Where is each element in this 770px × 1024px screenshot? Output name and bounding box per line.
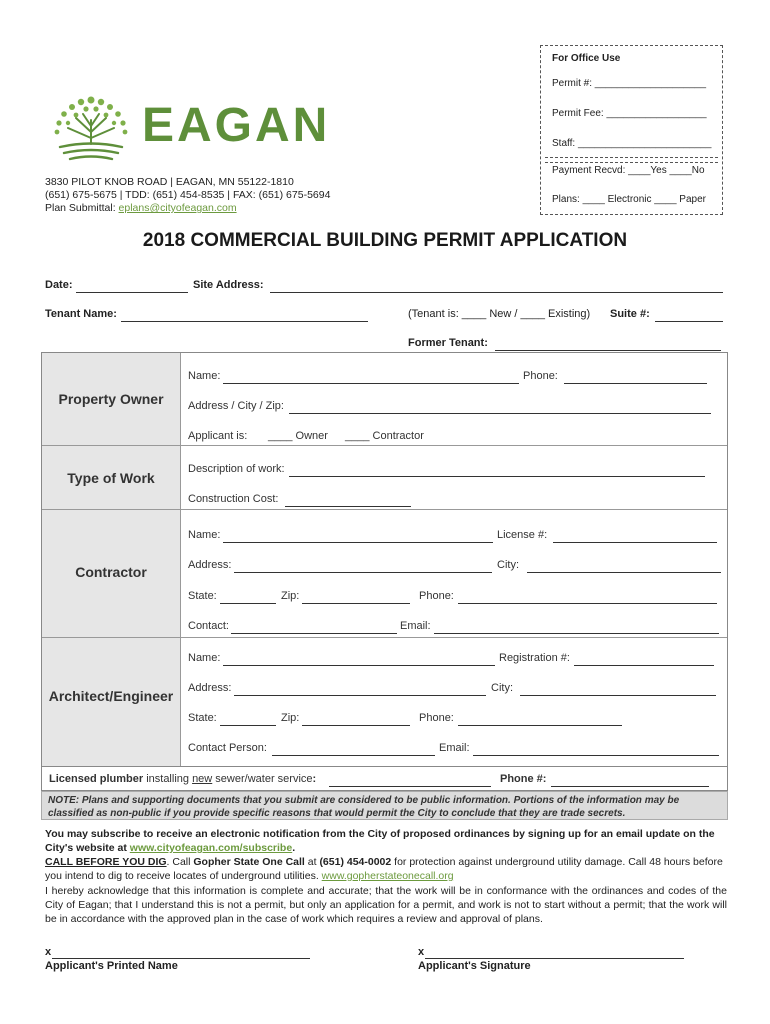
acknowledgement-paragraph: I hereby acknowledge that this information is complete and accurate; that the work will be in conformance with the ordinances and codes of the City of Eagan; that I understand this is not a permit, but only an application for a permit, and work is not to start without a permit; that the work will be in accordance with the approved plan in the case of work which requires a review and approval of plans.: [45, 885, 727, 925]
contractor-contact-input-line[interactable]: [231, 633, 397, 634]
site-address-label: Site Address:: [193, 279, 264, 291]
plumber-input-line[interactable]: [329, 786, 491, 787]
plumber-label-text: installing: [143, 773, 193, 785]
suite-input-line[interactable]: [655, 321, 723, 322]
applicant-is-label: Applicant is:: [188, 430, 248, 442]
gopher-state-label: Gopher State One Call: [193, 856, 305, 868]
contractor-city-label: City:: [497, 559, 519, 571]
contractor-city-input-line[interactable]: [527, 572, 721, 573]
architect-address-label: Address:: [188, 682, 232, 694]
dig-text-2: at: [304, 856, 320, 868]
applicant-contractor-option[interactable]: ____ Contractor: [345, 430, 424, 442]
tree-logo-icon: [48, 92, 134, 164]
suite-label: Suite #:: [610, 308, 650, 320]
former-tenant-label: Former Tenant:: [408, 337, 488, 349]
contractor-contact-label: Contact:: [188, 620, 229, 632]
contractor-license-input-line[interactable]: [553, 542, 717, 543]
subscribe-link[interactable]: www.cityofeagan.com/subscribe: [129, 842, 293, 854]
type-of-work-section-label: [42, 446, 181, 510]
subscribe-paragraph: [45, 827, 727, 855]
contractor-phone-label: Phone:: [419, 590, 454, 602]
permit-fee-field[interactable]: Permit Fee: __________________: [552, 108, 707, 119]
owner-address-label: Address / City / Zip:: [188, 400, 284, 412]
date-input-line[interactable]: [76, 292, 188, 293]
subscribe-text: You may subscribe to receive an electronic notification from the City of proposed ordinances by signing up for an email update on the City's website at: [45, 828, 715, 854]
architect-name-label: Name:: [188, 652, 221, 664]
tenant-name-input-line[interactable]: [121, 321, 368, 322]
contractor-section-label: [42, 510, 181, 638]
contractor-email-label: Email:: [400, 620, 431, 632]
contractor-phone-input-line[interactable]: [458, 603, 717, 604]
architect-email-label: Email:: [439, 742, 470, 754]
office-divider: [545, 157, 718, 163]
subscribe-end: .: [292, 842, 296, 854]
signature-label: Applicant's Signature: [418, 960, 531, 972]
signature-x: x: [418, 946, 425, 958]
licensed-plumber-row: [41, 767, 728, 791]
office-use-title: For Office Use: [552, 53, 621, 64]
payment-received-field[interactable]: Payment Recvd: ____Yes ____No: [552, 165, 705, 176]
permit-number-field[interactable]: Permit #: ____________________: [552, 78, 707, 89]
property-owner-fields: [181, 353, 727, 446]
description-of-work-label: Description of work:: [188, 463, 285, 475]
page-title: 2018 COMMERCIAL BUILDING PERMIT APPLICATION: [142, 230, 628, 251]
printed-name-input-line[interactable]: [52, 958, 310, 959]
gopher-state-phone: (651) 454-0002: [319, 856, 392, 868]
plan-submittal-line: [45, 202, 237, 214]
construction-cost-input-line[interactable]: [285, 506, 411, 507]
owner-address-input-line[interactable]: [289, 413, 711, 414]
contractor-state-label: State:: [188, 590, 217, 602]
contractor-zip-label: Zip:: [281, 590, 300, 602]
architect-zip-input-line[interactable]: [302, 725, 410, 726]
contractor-fields: [181, 510, 727, 638]
dig-text-3: for protection against underground utility damage. Call 48 hours before you intend to dig to receive locates of underground utilities.: [45, 856, 723, 882]
architect-phone-label: Phone:: [419, 712, 454, 724]
property-owner-section-label: [42, 353, 181, 446]
contractor-name-input-line[interactable]: [223, 542, 493, 543]
owner-name-input-line[interactable]: [223, 383, 519, 384]
architect-zip-label: Zip:: [281, 712, 300, 724]
office-use-box: [540, 45, 723, 215]
contractor-license-label: License #:: [497, 529, 548, 541]
architect-state-label: State:: [188, 712, 217, 724]
plan-submittal-email-link[interactable]: eplans@cityofeagan.com: [118, 202, 237, 214]
architect-registration-label: Registration #:: [499, 652, 570, 664]
architect-registration-input-line[interactable]: [574, 665, 714, 666]
architect-state-input-line[interactable]: [220, 725, 276, 726]
architect-phone-input-line[interactable]: [458, 725, 622, 726]
applicant-info-table: [41, 352, 728, 767]
plumber-phone-label: Phone #:: [500, 773, 547, 785]
type-of-work-heading: Type of Work: [67, 470, 155, 486]
construction-cost-label: Construction Cost:: [188, 493, 279, 505]
owner-phone-label: Phone:: [523, 370, 558, 382]
plans-field[interactable]: Plans: ____ Electronic ____ Paper: [552, 194, 706, 205]
gopher-state-link[interactable]: www.gopherstateonecall.org: [321, 870, 454, 882]
address-line-1: 3830 PILOT KNOB ROAD | EAGAN, MN 55122-1810: [45, 176, 294, 188]
site-address-input-line[interactable]: [270, 292, 723, 293]
tenant-name-label: Tenant Name:: [45, 308, 117, 320]
architect-address-input-line[interactable]: [234, 695, 486, 696]
contractor-address-input-line[interactable]: [234, 572, 492, 573]
public-information-note: NOTE: Plans and supporting documents that you submit are considered to be public information. Portions of the information may be classified as non-public if you provide specific reasons that would permit the City to conclude that they are trade secrets.: [41, 791, 728, 820]
architect-fields: [181, 638, 727, 766]
architect-email-input-line[interactable]: [473, 755, 719, 756]
contractor-address-label: Address:: [188, 559, 232, 571]
property-owner-heading: Property Owner: [58, 391, 164, 407]
eagan-logo-text: EAGAN: [142, 99, 331, 152]
dig-text-1: . Call: [166, 856, 194, 868]
architect-name-input-line[interactable]: [223, 665, 495, 666]
owner-phone-input-line[interactable]: [564, 383, 707, 384]
contractor-state-input-line[interactable]: [220, 603, 276, 604]
plumber-label-new: new: [192, 773, 213, 785]
type-of-work-fields: [181, 446, 727, 510]
applicant-owner-option[interactable]: ____ Owner: [268, 430, 328, 442]
description-of-work-input-line[interactable]: [289, 476, 705, 477]
architect-city-label: City:: [491, 682, 513, 694]
architect-engineer-heading: Architect/Engineer: [48, 688, 174, 704]
plan-submittal-label: Plan Submittal:: [45, 202, 119, 214]
architect-section-label: [42, 638, 181, 766]
contractor-name-label: Name:: [188, 529, 221, 541]
contractor-email-input-line[interactable]: [434, 633, 719, 634]
contractor-heading: Contractor: [75, 564, 147, 580]
architect-city-input-line[interactable]: [520, 695, 716, 696]
contractor-zip-input-line[interactable]: [302, 603, 410, 604]
architect-contact-label: Contact Person:: [188, 742, 267, 754]
call-before-you-dig-paragraph: [45, 855, 727, 883]
call-before-you-dig-label: CALL BEFORE YOU DIG: [45, 856, 167, 868]
plumber-label-service: sewer/water service: [212, 773, 313, 785]
architect-contact-input-line[interactable]: [272, 755, 435, 756]
printed-name-label: Applicant's Printed Name: [45, 960, 178, 972]
staff-field[interactable]: Staff: ________________________: [552, 138, 712, 149]
plumber-label-bold: Licensed plumber: [49, 773, 144, 785]
licensed-plumber-label: [49, 773, 316, 785]
date-label: Date:: [45, 279, 73, 291]
signature-input-line[interactable]: [425, 958, 684, 959]
address-line-2: (651) 675-5675 | TDD: (651) 454-8535 | FAX: (651) 675-5694: [45, 189, 331, 201]
printed-name-x: x: [45, 946, 52, 958]
plumber-phone-input-line[interactable]: [551, 786, 709, 787]
tenant-is-field[interactable]: (Tenant is: ____ New / ____ Existing): [408, 308, 591, 320]
owner-name-label: Name:: [188, 370, 221, 382]
plumber-label-colon: :: [312, 773, 317, 785]
former-tenant-input-line[interactable]: [495, 350, 721, 351]
